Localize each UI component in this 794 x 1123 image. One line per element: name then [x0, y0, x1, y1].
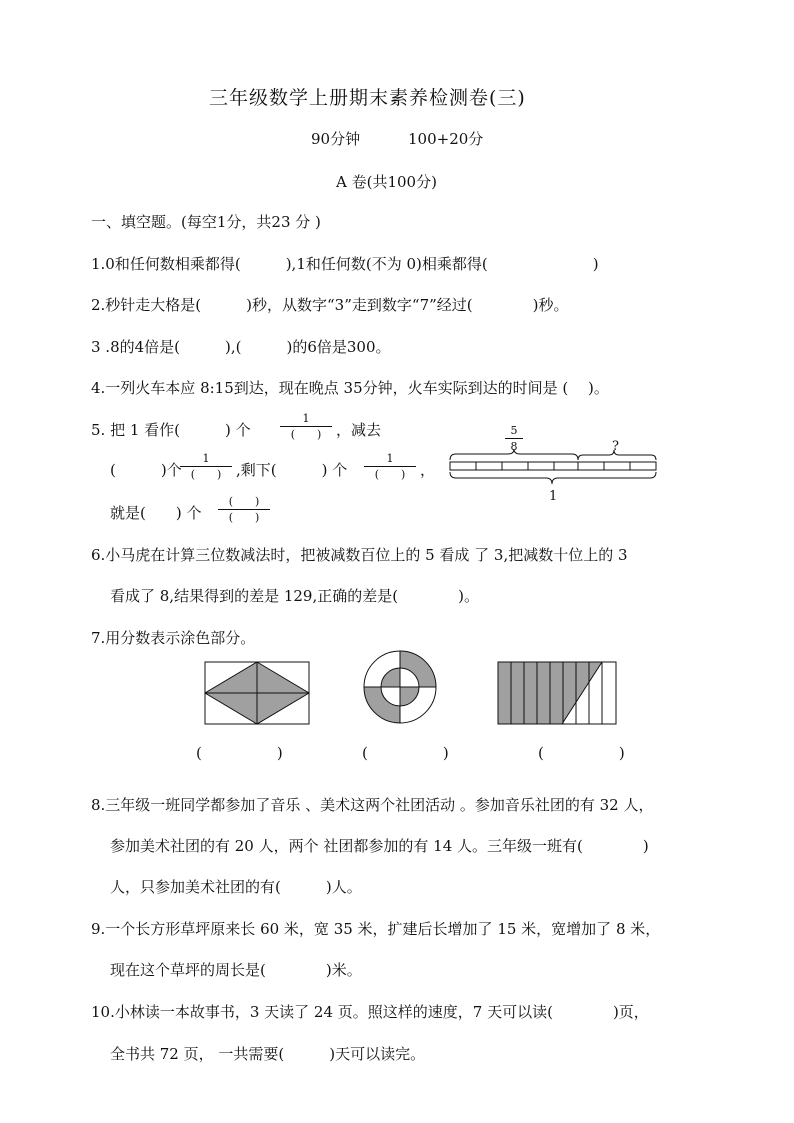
- fraction-denominator: ( ): [290, 428, 322, 441]
- figure-rhombus-in-rectangle: [204, 661, 310, 725]
- question-8-line1: 8.三年级一班同学都参加了音乐 、美术这两个社团活动 。参加音乐社团的有 32 人，: [91, 796, 654, 814]
- fraction-denominator: ( ): [228, 511, 260, 524]
- question-7: 7.用分数表示涂色部分。: [91, 629, 256, 647]
- fraction-number-line-diagram: [448, 448, 660, 492]
- part1-heading: 一、填空题。(每空1分，共23 分 ): [91, 213, 321, 231]
- fraction-1-over-blank: [280, 412, 332, 441]
- figure-2-answer-blank[interactable]: ( ): [362, 744, 449, 762]
- fraction-numerator: ( ): [218, 495, 270, 510]
- section-label: A 卷(共100分): [336, 173, 437, 191]
- figure-1-answer-blank[interactable]: ( ): [196, 744, 283, 762]
- question-8-line2: 参加美术社团的有 20 人，两个 社团都参加的有 14 人。三年级一班有( ): [110, 837, 649, 855]
- exam-score: 100+20分: [408, 130, 484, 148]
- question-5-remain: ,剩下( ) 个: [236, 461, 348, 479]
- question-1: 1.0和任何数相乘都得( ),1和任何数(不为 0)相乘都得( ): [91, 255, 599, 273]
- fraction-1-over-blank: [364, 452, 416, 481]
- question-5-line2: ( )个: [110, 461, 182, 479]
- question-6-line2: 看成了 8,结果得到的差是 129,正确的差是( )。: [110, 587, 479, 605]
- question-4: 4.一列火车本应 8:15到达，现在晚点 35分钟，火车实际到达的时间是 ( )。: [91, 379, 609, 397]
- fraction-blank-over-blank: [218, 495, 270, 524]
- diagram-whole-label: 1: [549, 489, 558, 504]
- figure-ring-quarters: [363, 650, 437, 724]
- bottom-brace-whole: [450, 472, 656, 484]
- fraction-1-over-blank: [180, 452, 232, 481]
- question-3: 3 .8的4倍是( ),( )的6倍是300。: [91, 338, 391, 356]
- question-6-line1: 6.小马虎在计算三位数减法时，把被减数百位上的 5 看成 了 3,把减数十位上的 3: [91, 546, 628, 564]
- fraction-numerator: 1: [364, 452, 416, 467]
- question-5-subtract: ，减去: [336, 421, 382, 439]
- figure-striped-rectangle: [497, 661, 617, 725]
- page-title: 三年级数学上册期末素养检测卷(三): [209, 87, 526, 109]
- question-9-line2: 现在这个草坪的周长是( )米。: [110, 961, 362, 979]
- fraction-numerator: 1: [280, 412, 332, 427]
- question-10-line1: 10.小林读一本故事书，3 天读了 24 页。照这样的速度，7 天可以读( )页，: [91, 1003, 649, 1021]
- fraction-denominator: ( ): [374, 468, 406, 481]
- question-10-line2: 全书共 72 页， 一共需要( )天可以读完。: [110, 1045, 426, 1063]
- figure-3-answer-blank[interactable]: ( ): [538, 744, 625, 762]
- exam-time: 90分钟: [311, 130, 361, 148]
- question-8-line3: 人，只参加美术社团的有( )人。: [110, 878, 362, 896]
- question-9-line1: 9.一个长方形草坪原来长 60 米，宽 35 米，扩建后长增加了 15 米，宽增加了 8 米，: [91, 920, 661, 938]
- diagram-question-mark: ?: [612, 439, 619, 454]
- question-5-line1: 5. 把 1 看作( ) 个: [91, 421, 251, 439]
- question-2: 2.秒针走大格是( )秒，从数字“3”走到数字“7”经过( )秒。: [91, 296, 569, 314]
- top-brace-five-eighths: [450, 449, 578, 460]
- number-line-bar: [450, 462, 656, 470]
- question-5-line3: 就是( ) 个: [110, 504, 202, 522]
- fraction-numerator: 1: [180, 452, 232, 467]
- top-brace-remaining: [578, 450, 656, 460]
- fraction-denominator: ( ): [190, 468, 222, 481]
- diagram-label-numerator: 5: [505, 424, 523, 439]
- diagram-label-denominator: 8: [510, 440, 518, 453]
- question-5-comma: ，: [420, 461, 436, 479]
